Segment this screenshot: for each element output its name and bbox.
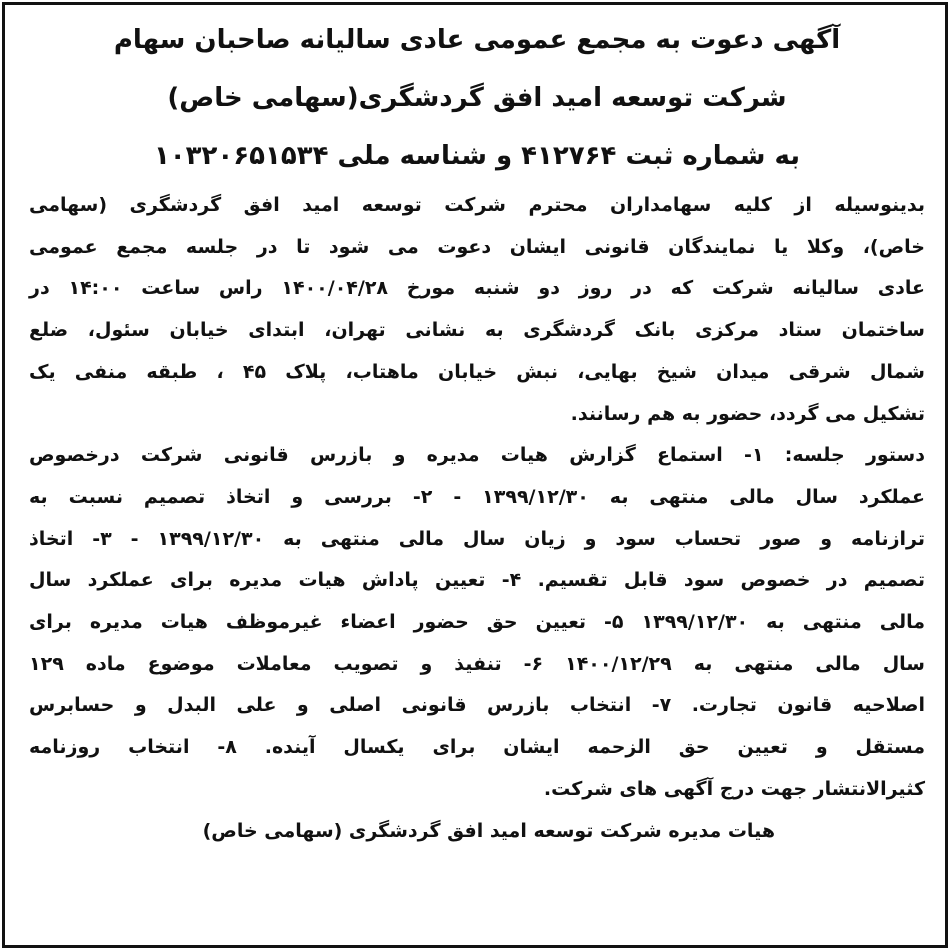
agenda-line: سال مالی منتهی به ۱۴۰۰/۱۲/۲۹ ۶- تنفیذ و تصویب معاملات موضوع ماده ۱۲۹ xyxy=(29,652,925,675)
intro-paragraph xyxy=(29,185,925,435)
agenda-line: مالی منتهی به ۱۳۹۹/۱۲/۳۰ ۵- تعیین حق حضور اعضاء غیرموظف هیات مدیره برای xyxy=(29,611,925,634)
agenda-line: عملکرد سال مالی منتهی به ۱۳۹۹/۱۲/۳۰ - ۲- بررسی و اتخاذ تصمیم نسبت به xyxy=(29,485,925,508)
intro-line: خاص)، وکلا یا نمایندگان قانونی ایشان دعوت می شود تا در جلسه مجمع عمومی xyxy=(29,235,925,258)
intro-line: بدینوسیله از کلیه سهامداران محترم شرکت توسعه امید افق گردشگری (سهامی xyxy=(29,194,925,216)
company-name: شرکت توسعه امید افق گردشگری(سهامی خاص) xyxy=(167,83,787,113)
agenda-line: مستقل و تعیین حق الزحمه ایشان برای یکسال آینده. ۸- انتخاب روزنامه xyxy=(29,736,925,759)
intro-line: تشکیل می گردد، حضور به هم رسانند. xyxy=(570,402,925,425)
registration-info: به شماره ثبت ۴۱۲۷۶۴ و شناسه ملی ۱۰۳۲۰۶۵۱۵۳۴ xyxy=(153,141,801,171)
agenda-line: ترازنامه و صور تحساب سود و زیان سال مالی منتهی به ۱۳۹۹/۱۲/۳۰ - ۳- اتخاذ xyxy=(29,527,925,550)
agenda-line: کثیرالانتشار جهت درج آگهی های شرکت. xyxy=(543,777,925,800)
agenda-line: اصلاحیه قانون تجارت. ۷- انتخاب بازرس قانونی اصلی و علی البدل و حسابرس xyxy=(29,694,925,717)
intro-line: شمال شرقی میدان شیخ بهایی، نبش خیابان ماهتاب، پلاک ۴۵ ، طبقه منفی یک xyxy=(29,360,925,383)
notice-document xyxy=(2,2,948,948)
agenda-line: تصمیم در خصوص سود قابل تقسیم. ۴- تعیین پاداش هیات مدیره برای عملکرد سال xyxy=(29,569,926,592)
intro-line: ساختمان ستاد مرکزی بانک گردشگری به نشانی تهران، ابتدای خیابان سئول، ضلع xyxy=(29,319,925,342)
notice-title: آگهی دعوت به مجمع عمومی عادی سالیانه صاحبان سهام xyxy=(113,25,841,55)
agenda-paragraph xyxy=(29,435,925,810)
board-signature: هیات مدیره شرکت توسعه امید افق گردشگری (سهامی خاص) xyxy=(202,819,775,842)
intro-line: عادی سالیانه شرکت که در روز دو شنبه مورخ ۱۴۰۰/۰۴/۲۸ راس ساعت ۱۴:۰۰ در xyxy=(29,277,925,300)
agenda-line: دستور جلسه: ۱- استماع گزارش هیات مدیره و بازرس قانونی شرکت درخصوص xyxy=(29,444,925,467)
